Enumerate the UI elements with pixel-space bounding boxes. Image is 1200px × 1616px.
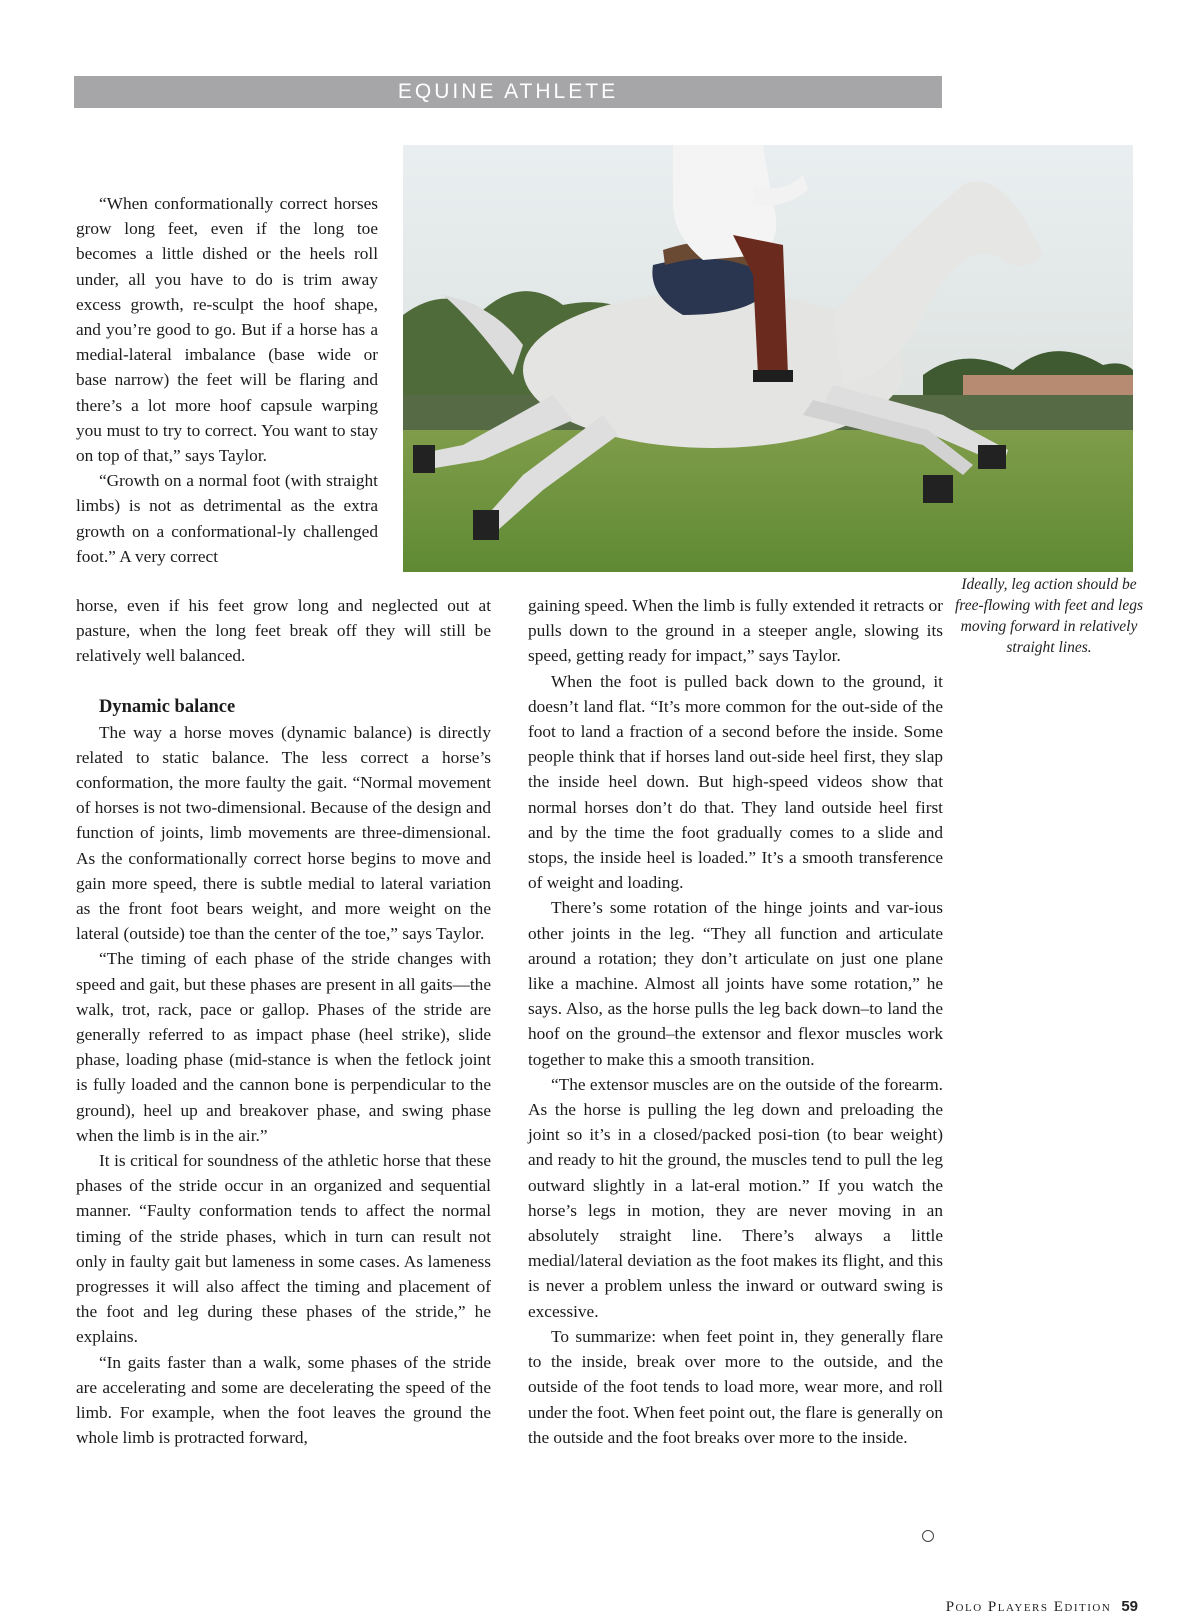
section-title: EQUINE ATHLETE	[397, 80, 619, 103]
column-1-upper	[76, 191, 378, 569]
subheading: Dynamic balance	[99, 696, 236, 717]
paragraph: “In gaits faster than a walk, some phases of the stride are accelerating and some are decelerating the speed of the limb. For example, when the foot leaves the ground the whole limb is protracted forward,	[76, 1352, 491, 1448]
page-number: 59	[1121, 1598, 1138, 1615]
photo-caption: Ideally, leg action should be free-flowing with feet and legs moving forward in relatively straight lines.	[955, 576, 1143, 656]
paragraph: “The extensor muscles are on the outside of the forearm. As the horse is pulling the leg down and preloading the joint so it’s in a closed/packed posi-tion (to bear weight) and ready to hit the ground, the muscles tend to pull the leg outward slightly in a lat-eral motion.” If you watch the horse’s legs in motion, they are never moving in an absolutely straight line. There’s always a little medial/lateral deviation as the foot makes its flight, and this is never a problem unless the inward or outward swing is excessive.	[528, 1074, 943, 1321]
paragraph: It is critical for soundness of the athletic horse that these phases of the stride occur in an organized and sequential manner. “Faulty conformation tends to affect the normal timing of the stride phases, which in turn can result not only in faulty gait but lameness in some cases. As lameness progresses it will also affect the timing and placement of the foot and leg during these phases of the stride,” he explains.	[76, 1151, 491, 1347]
column-1-lower	[76, 593, 491, 1451]
paragraph: When the foot is pulled back down to the ground, it doesn’t land flat. “It’s more common for the out-side of the foot to land a fraction of a second before the inside. Some people think that if horses land out-side heel first, they slap the inside heel down. But high-speed videos show that normal horses don’t do that. They land outside heel first and by the time the foot gradually comes to a slide and stops, the inside heel is loaded.” It’s a smooth transference of weight and loading.	[528, 671, 943, 893]
paragraph: “When conformationally correct horses grow long feet, even if the long toe becomes a little dished or the heels roll under, all you have to do is trim away excess growth, re-sculpt the hoof shape, and you’re good to go. But if a horse has a medial-lateral imbalance (base wide or base narrow) the feet will be flaring and there’s a lot more hoof capsule warping you must to try to correct. You want to stay on top of that,” says Taylor.	[76, 194, 378, 466]
section-header-bar	[74, 76, 942, 108]
paragraph: “Growth on a normal foot (with straight limbs) is not as detrimental as the extra growth on a conformational-ly challenged foot.” A very correct	[76, 471, 378, 566]
publication-name: Polo Players Edition	[945, 1599, 1112, 1615]
paragraph: “The timing of each phase of the stride changes with speed and gait, but these phases are present in all gaits—the walk, trot, rack, pace or gallop. Phases of the stride are generally referred to as impact phase (heel strike), slide phase, loading phase (mid-stance is when the fetlock joint is fully loaded and the cannon bone is perpendicular to the ground), heel up and breakover phase, and swing phase when the limb is in the air.”	[76, 949, 491, 1145]
paragraph: The way a horse moves (dynamic balance) is directly related to static balance. The less correct a horse’s conformation, the more faulty the gait. “Normal movement of horses is not two-dimensional. Because of the design and function of joints, limb movements are three-dimensional. As the conformationally correct horse begins to move and gain more speed, there is subtle medial to lateral variation as the front foot bears weight, and more weight on the lateral (outside) toe than the center of the toe,” says Taylor.	[76, 722, 491, 944]
polo-horse-photo-icon	[403, 145, 1133, 572]
paragraph: To summarize: when feet point in, they generally flare to the inside, break over more to the outside, and the outside of the foot tends to load more, wear more, and roll under the foot. When feet point out, the flare is generally on the outside and the foot breaks over more to the inside.	[528, 1326, 943, 1447]
end-of-article-icon	[922, 1530, 934, 1542]
page-footer	[946, 1598, 1138, 1616]
paragraph: There’s some rotation of the hinge joints and var-ious other joints in the leg. “They all function and articulate around a rotation; they don’t articulate on just one plane like a machine. Almost all joints have some rotation,” he says. Also, as the horse pulls the leg back down–to land the hoof on the ground–the extensor and flexor muscles work together to make this a smooth transition.	[528, 898, 943, 1069]
column-2	[528, 593, 943, 1450]
paragraph: horse, even if his feet grow long and neglected out at pasture, when the long feet break off they will still be relatively well balanced.	[76, 596, 491, 666]
polo-horse-photo	[403, 145, 1133, 572]
paragraph: gaining speed. When the limb is fully extended it retracts or pulls down to the ground in a steeper angle, slowing its speed, getting ready for impact,” says Taylor.	[528, 596, 943, 666]
